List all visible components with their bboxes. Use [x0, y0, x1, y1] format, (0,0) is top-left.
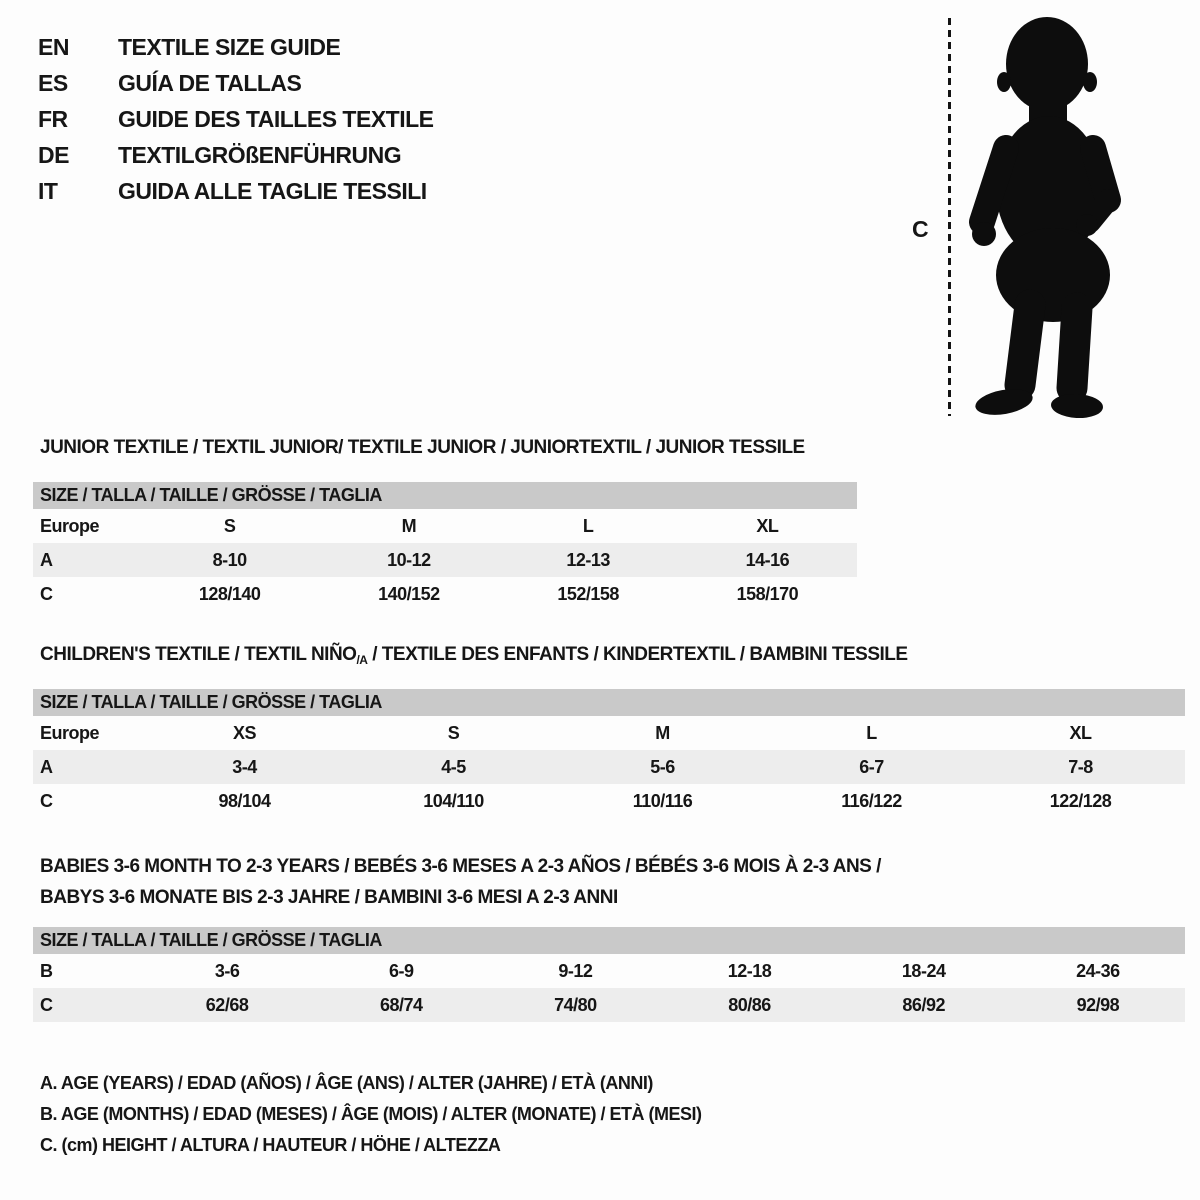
note-a: A. AGE (YEARS) / EDAD (AÑOS) / ÂGE (ANS) / ALTER (JAHRE) / ETÀ (ANNI): [40, 1073, 653, 1093]
height-cell: 80/86: [662, 988, 836, 1022]
children-size-table: [33, 689, 1185, 818]
size-cell: S: [447, 722, 460, 743]
language-row: [38, 101, 434, 137]
language-row: [38, 137, 434, 173]
section-title-children-sub: /A: [356, 653, 368, 667]
age-cell: 6-9: [388, 960, 414, 981]
table-row-height-cm: [33, 577, 857, 611]
size-cell: S: [223, 515, 236, 536]
language-code-fr: FR: [38, 106, 68, 132]
age-cell: 4-5: [349, 750, 558, 784]
age-cell: 8-10: [140, 543, 319, 577]
row-label-a: A: [33, 543, 140, 577]
size-cell: L: [582, 515, 594, 536]
table-row-height-cm: [33, 988, 1185, 1022]
age-cell: 3-4: [140, 750, 349, 784]
age-cell: 24-36: [1076, 960, 1120, 981]
guide-title-de: TEXTILGRÖßENFÜHRUNG: [118, 142, 402, 168]
age-cell: 12-18: [727, 960, 772, 981]
size-cell: XL: [756, 515, 779, 536]
section-title-children: [40, 644, 908, 667]
age-cell: 14-16: [678, 543, 857, 577]
height-cell: 98/104: [218, 790, 271, 811]
junior-size-table: [33, 482, 857, 611]
table-row-europe: [33, 509, 857, 543]
section-title-junior: JUNIOR TEXTILE / TEXTIL JUNIOR/ TEXTILE JUNIOR / JUNIORTEXTIL / JUNIOR TESSILE: [40, 437, 805, 458]
language-row: [38, 65, 434, 101]
row-label-europe: Europe: [40, 722, 100, 743]
height-cell: 92/98: [1011, 988, 1185, 1022]
row-label-c: C: [33, 988, 140, 1022]
height-cell: 62/68: [140, 988, 314, 1022]
height-cell: 152/158: [557, 583, 619, 604]
guide-title-es: GUÍA DE TALLAS: [118, 70, 302, 96]
guide-title-fr: GUIDE DES TAILLES TEXTILE: [118, 106, 434, 132]
language-code-en: EN: [38, 34, 69, 60]
height-measure-label: C: [912, 216, 929, 242]
row-label-europe: Europe: [40, 515, 100, 536]
height-cell: 122/128: [1049, 790, 1112, 811]
row-label-c: C: [40, 583, 53, 604]
height-cell: 140/152: [378, 583, 440, 604]
height-cell: 158/170: [736, 583, 799, 604]
size-cell: XL: [1069, 722, 1092, 743]
row-label-c: C: [40, 790, 53, 811]
table-header-size: SIZE / TALLA / TAILLE / GRÖSSE / TAGLIA: [33, 689, 1185, 716]
row-label-b: B: [40, 960, 53, 981]
height-cell: 110/116: [632, 790, 693, 811]
height-cell: 68/74: [314, 988, 488, 1022]
table-header-row: [33, 927, 1185, 954]
height-cell: 104/110: [423, 790, 484, 811]
table-header-row: [33, 689, 1185, 716]
size-cell: M: [655, 722, 670, 743]
row-label-a: A: [33, 750, 140, 784]
age-cell: 9-12: [558, 960, 593, 981]
section-title-children-post: / TEXTILE DES ENFANTS / KINDERTEXTIL / BAMBINI TESSILE: [367, 644, 908, 665]
language-code-de: DE: [38, 142, 69, 168]
babies-size-table: [33, 927, 1185, 1022]
table-header-size: SIZE / TALLA / TAILLE / GRÖSSE / TAGLIA: [33, 482, 857, 509]
table-row-age-months: [33, 954, 1185, 988]
section-title-babies: [40, 851, 881, 913]
language-title-list: [38, 29, 434, 209]
table-row-europe: [33, 716, 1185, 750]
section-title-babies-line1: BABIES 3-6 MONTH TO 2-3 YEARS / BEBÉS 3-6 MESES A 2-3 AÑOS / BÉBÉS 3-6 MOIS À 2-3 ANS /: [40, 856, 881, 877]
age-cell: 10-12: [319, 543, 498, 577]
table-row-age-years: [33, 543, 857, 577]
language-code-it: IT: [38, 178, 58, 204]
table-header-row: [33, 482, 857, 509]
section-title-babies-line2: BABYS 3-6 MONATE BIS 2-3 JAHRE / BAMBINI 3-6 MESI A 2-3 ANNI: [40, 887, 618, 908]
guide-title-it: GUIDA ALLE TAGLIE TESSILI: [118, 178, 427, 204]
footnotes: [40, 1068, 701, 1161]
language-row: [38, 29, 434, 65]
height-cell: 86/92: [837, 988, 1011, 1022]
note-b: B. AGE (MONTHS) / EDAD (MESES) / ÂGE (MOIS) / ALTER (MONATE) / ETÀ (MESI): [40, 1104, 702, 1124]
height-cell: 74/80: [488, 988, 662, 1022]
age-cell: 7-8: [976, 750, 1185, 784]
age-cell: 3-6: [214, 960, 240, 981]
size-cell: M: [401, 515, 417, 536]
note-c: C. (cm) HEIGHT / ALTURA / HAUTEUR / HÖHE / ALTEZZA: [40, 1135, 501, 1155]
height-measure-dashed-line: [948, 18, 951, 416]
size-cell: XS: [232, 722, 256, 743]
age-cell: 12-13: [499, 543, 678, 577]
height-cell: 116/122: [841, 790, 902, 811]
size-cell: L: [866, 722, 877, 743]
height-cell: 128/140: [198, 583, 261, 604]
table-header-size: SIZE / TALLA / TAILLE / GRÖSSE / TAGLIA: [33, 927, 1185, 954]
guide-title-en: TEXTILE SIZE GUIDE: [118, 34, 341, 60]
toddler-silhouette-icon: [957, 10, 1149, 420]
age-cell: 18-24: [901, 960, 946, 981]
age-cell: 5-6: [558, 750, 767, 784]
table-row-age-years: [33, 750, 1185, 784]
age-cell: 6-7: [767, 750, 976, 784]
section-title-children-pre: CHILDREN'S TEXTILE / TEXTIL NIÑO: [40, 644, 357, 665]
language-row: [38, 173, 434, 209]
language-code-es: ES: [38, 70, 68, 96]
table-row-height-cm: [33, 784, 1185, 818]
